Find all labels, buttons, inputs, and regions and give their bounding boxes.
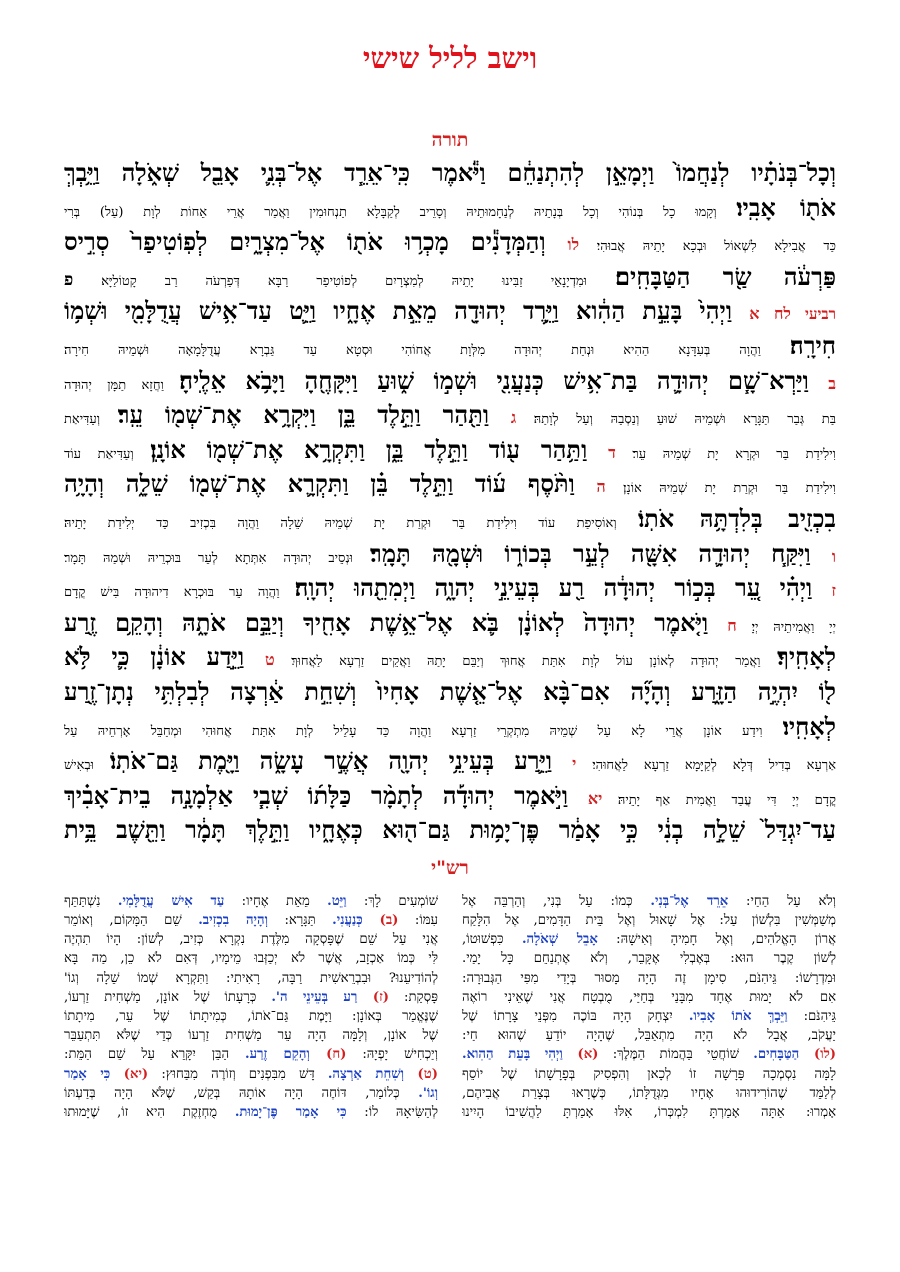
targum-text: וִילִידַת בַּר וּקְרָא יָת שְׁמֵיהּ עֵר׃ — [615, 446, 836, 462]
dibur-hamatchil: עַד אִישׁ עֲדֻלָּמִי. — [117, 893, 225, 909]
dibur-hamatchil: כִּי אָמַר פֶּן־יָמוּת. — [234, 1104, 347, 1120]
verse-text: וַיֹּ֤אמֶר יְהוּדָה֙ לְאוֹנָ֔ן בֹּ֛א אֶל־אֵ֥שֶׁת אָחִ֖יךָ וְיַבֵּ֣ם אֹתָ֑הּ וְהָקֵ֥ם זֶ֖רַע — [64, 607, 728, 637]
targum-text: בַּת גְּבַר תַּגָּרָא וּשְׁמֵיהּ שׁוּעַ וְנַסְבַהּ וְעַל לְוָתַהּ׃ — [516, 412, 836, 428]
dibur-hamatchil: וַיֵּבְךְּ אֹתוֹ אָבִיו. — [688, 1009, 788, 1024]
verse-number: יא — [587, 788, 603, 808]
targum-text: יְיָ וַאֲמִיתֵיהּ יְיָ׃ — [736, 619, 836, 635]
rashi-line — [64, 988, 438, 1007]
verse-text: פַּרְעֹ֔ה שַׂ֖ר הַטַּבָּחִֽים׃ — [615, 261, 836, 291]
verse-text: וַתַּ֥הַר ע֖וֹד וַתֵּ֣לֶד בֵּ֑ן וַתִּקְרָ֥א אֶת־שְׁמ֖וֹ אוֹנָֽן׃ — [150, 434, 609, 464]
commentary-text: דָּשׁ מִבִּפְנִים וְזוֹרֶה מִבַּחוּץ: — [148, 1066, 328, 1082]
rashi-line — [462, 1026, 836, 1045]
verse-reference: (ט) — [403, 1066, 438, 1082]
verse-text: עַד־יִגְדַּל֙ שֵׁלָ֣ה בְנִ֔י כִּ֣י אָמַ֔ר פֶּן־יָמ֥וּת גַּם־ה֖וּא כְּאֶחָ֑יו וַתֵּ֣לֶךְ תָּמָ֔ר וַתֵּ֖שֶׁב בֵּ֥ית — [64, 815, 836, 845]
rashi-left-column — [64, 892, 438, 1122]
rashi-line — [462, 1084, 836, 1103]
rashi-line — [462, 988, 836, 1007]
commentary-text: נִשְׁתַּתֵּף — [64, 893, 118, 909]
commentary-text: עִמּוֹ: — [398, 913, 438, 929]
targum-text: וּמִדְיָנָאֵי זַבִּינוּ יָתֵיהּ לְמִצְרָיִם לְפוֹטִיפַר רַבָּא דְּפַרְעֹה רַב קָטוֹלַיָּא׃ — [73, 273, 616, 289]
commentary-text: שֶׁנֶּאֱמַר בְּאוֹנָן: וַיָּמֶת גַּם־אֹתוֹ, כְּמִיתָתוֹ שֶׁל עֵר, מִיתָתוֹ — [64, 1009, 438, 1024]
targum-text: וַהֲוָה בְּעִדָּנָא הַהִיא וּנְחַת יְהוּדָה מִלְּוָת אֲחוֹהִי וּסְטָא עַד גַּבְרָא עֲדֻלָּמָאָה וּשְׁמֵיהּ חִירָה׃ — [64, 342, 790, 358]
targum-text: וַאֲמַר יְהוּדָה לְאוֹנָן עוֹל לְוָת אִתַּת אֲחוּךְ וְיַבֵּם יָתַהּ וַאֲקֵים זַרְעָא לַאֲחוּךְ׃ — [274, 654, 778, 670]
dibur-hamatchil: רַע בְּעֵינֵי ה'. — [271, 989, 358, 1005]
torah-line — [64, 537, 836, 572]
targum-text: וְעַדִּיאַת — [64, 412, 118, 428]
rashi-line — [462, 969, 836, 988]
targum-text: קֳדָם יְיָ דִּי עֲבַד וַאֲמִית אַף יָתֵיהּ׃ — [602, 792, 836, 808]
commentary-text: לְלַמֵּד שֶׁהוֹרִידוּהוּ אֶחָיו מִגְּדֻלָּתוֹ, כְּשֶׁרָאוּ בְּצָרַת אֲבִיהֶם, — [462, 1085, 836, 1101]
commentary-text: שׁוֹמְעִים לָךְ: — [346, 893, 438, 909]
commentary-text: אֲרוֹן הָאֱלֹהִים, וְאֶל חָמִיהָ וְאִישָׁהּ: — [597, 932, 836, 948]
verse-reference: (יא) — [110, 1066, 149, 1082]
dibur-hamatchil: כִּי אָמַר — [64, 1066, 111, 1082]
commentary-text: אֲנִי עַל שֵׁם שֶׁפָּסְקָה מִלֶּדֶת נִקְרָא כְּזִיב, לְשׁוֹן: הָיוֹ תִהְיֶה — [64, 932, 438, 948]
rashi-line — [64, 1007, 438, 1026]
commentary-text: יַעֲקֹב, אֲבָל לֹא הָיָה מִתְאַבֵּל, שֶׁהָיָה יוֹדֵעַ שֶׁהוּא חַי: — [462, 1028, 836, 1044]
targum-text: וִילִידַת בַּר וּקְרַת יָת שְׁמֵיהּ אוֹנָן׃ — [605, 481, 836, 497]
rashi-line — [64, 892, 438, 911]
verse-number: ז — [831, 581, 836, 601]
verse-text: וַתֹּ֨סֶף ע֜וֹד וַתֵּ֣לֶד בֵּ֗ן וַתִּקְרָ֛א אֶת־שְׁמ֖וֹ שֵׁלָ֑ה וְהָיָ֥ה — [64, 469, 597, 499]
rashi-line — [64, 1065, 438, 1084]
commentary-text: לָמָּה נִסְמְכָה פָּרָשָׁה זוֹ לְכָאן וְהִפְסִיק בְּפָרָשָׁתוֹ שֶׁל יוֹסֵף — [462, 1066, 836, 1082]
targum-text: וִידַע אוֹנָן אֲרֵי לָא עַל שְׁמֵיהּ מִתְקְרֵי זַרְעָא וַהֲוָה כַּד עָלֵיל לְוָת אִתַּת אֲחוּהִי וּמְחַבֵּל אָרְחֵיהּ עַל — [64, 723, 783, 739]
torah-line — [64, 640, 836, 675]
targum-text: כַּד אֲבִילָא לִשְׁאוֹל וּבְכָא יָתֵיהּ אֲבוּהִי׃ — [579, 239, 836, 255]
verse-number: לו — [567, 235, 580, 255]
targum-text: וַחֲזָא תַמָּן יְהוּדָה — [64, 377, 180, 393]
targum-text: וּנְסֵיב יְהוּדָה אִתְּתָא לְעֵר בּוּכְרֵיהּ וּשְׁמַהּ תָּמָר׃ — [64, 550, 371, 566]
verse-number: ו — [831, 546, 836, 566]
rashi-line — [64, 1103, 438, 1122]
torah-line — [64, 467, 836, 502]
verse-number: ח — [727, 615, 737, 635]
commentary-text: לְהוֹדִיעֵנוּ? וּבִבְרֵאשִׁית רַבָּה, רָאִיתִי: וַתִּקְרָא שְׁמוֹ שֵׁלָה וְגוֹ' — [64, 970, 438, 986]
commentary-text: וְלֹא עַל הַחַי: — [728, 893, 836, 909]
rashi-section-title: רש"י — [431, 856, 469, 879]
commentary-text: לְשׁוֹן קֶבֶר הוּא: בְּאֶבְלִי אֶקָּבֵר, וְלֹא אֶתְנַחֵם כָּל יָמַי. — [462, 951, 836, 967]
verse-text: וַתַּ֖הַר וַתֵּ֣לֶד בֵּ֑ן וַיִּקְרָ֥א אֶת־שְׁמ֖וֹ עֵֽר׃ — [117, 400, 511, 430]
torah-line — [64, 571, 836, 606]
commentary-text: וְיַכְחִישׁ יָפְיָהּ: — [346, 1047, 438, 1063]
commentary-text: אִם לֹא יָמוּת אֶחָד מִבָּנַי בְּחַיַּי, מֻבְטָח אֲנִי שֶׁאֵינִי רוֹאֶה — [462, 989, 836, 1005]
rashi-line — [462, 1045, 836, 1064]
dibur-hamatchil: וְשִׁחֵת אַרְצָה. — [327, 1066, 404, 1082]
verse-text: חִירָֽה׃ — [789, 330, 836, 360]
commentary-text: הַבֵּן יִקָּרֵא עַל שֵׁם הַמֵּת: — [64, 1047, 245, 1063]
commentary-text: וּמִדְרָשׁוֹ: גֵּיהִנֹּם, סִימָן זֶה הָיָה מָסוּר בְּיָדִי מִפִּי הַגְּבוּרָה: — [462, 970, 836, 986]
rashi-line — [462, 1007, 836, 1026]
verse-reference: (ז) — [357, 989, 389, 1005]
torah-line — [64, 813, 836, 848]
verse-text: וַיְהִ֗י עֵ֚ר בְּכ֣וֹר יְהוּדָ֔ה רַ֖ע בְּעֵינֵ֣י יְהוָ֑ה וַיְמִתֵ֖הוּ יְהוָֽה׃ — [294, 573, 832, 603]
rashi-line — [462, 1103, 836, 1122]
torah-line — [64, 329, 836, 364]
rashi-line — [462, 1065, 836, 1084]
verse-reference: (ב) — [362, 913, 399, 929]
commentary-text: כִּפְשׁוּטוֹ, — [462, 932, 522, 948]
dibur-hamatchil: וַיְהִי בָּעֵת הַהִוא. — [462, 1047, 563, 1063]
parasha-marker: פ — [64, 269, 74, 290]
commentary-text: גֵּיהִנֹּם: — [787, 1009, 836, 1024]
dibur-hamatchil: וְהָיָה בִכְזִיב. — [198, 913, 268, 929]
verse-text: לְאָחִֽיךָ׃ — [777, 642, 836, 672]
dibur-hamatchil: אֵרֵד אֶל־בְּנִי. — [650, 893, 729, 909]
verse-text: ל֖וֹ יִהְיֶ֣ה הַזָּ֑רַע וְהָיָ֞ה אִם־בָּ֨א אֶל־אֵ֤שֶׁת אָחִיו֙ וְשִׁחֵ֣ת אַ֔רְצָה לְבִלְתִּ֥י נְתָן־זֶ֖רַע — [64, 676, 836, 706]
aliyah-marker: רביעי — [790, 305, 836, 324]
targum-text: וְעַדִּיאַת עוֹד — [64, 446, 151, 462]
commentary-text: לִּי כְּמוֹ אַכְזָב, אֲשֶׁר לֹא יְכַזְּבוּ מֵימָיו, דְּאִם לֹא כֵן, מַה בָּא — [64, 951, 438, 967]
rashi-commentary — [64, 892, 836, 1122]
rashi-right-column — [462, 892, 836, 1122]
verse-text: וַיֵּ֣דַע אוֹנָ֔ן כִּ֛י לֹּ֥א — [64, 642, 265, 672]
dibur-hamatchil: אָבֵל שְׁאֹלָה. — [521, 932, 598, 948]
targum-text: וְקָמוּ כָל בְּנוֹהִי וְכָל בְּנָתֵיהּ לְנַחָמוּתֵיהּ וְסָרֵיב לְקַבָּלָא תַנְחוּמִין וַאֲמַר אֲרֵי אֵחוֹת לְוָת (עַל) בְּרִי — [64, 204, 737, 220]
commentary-text: מֵאֵת אֶחָיו: — [224, 893, 328, 909]
commentary-text: כְּלוֹמַר, דּוֹחֶה הָיָה אוֹתָהּ בְּקַשׁ, שֶׁלֹּא הָיָה בְּדַעְתּוֹ — [64, 1085, 419, 1101]
commentary-text: פָּסְקַת: — [389, 989, 438, 1005]
torah-line — [64, 433, 836, 468]
commentary-text: תַּגָּרָא: — [267, 913, 333, 929]
verse-text: וַיֵּ֛רַע בְּעֵינֵ֥י יְהוָ֖ה אֲשֶׁ֣ר עָשָׂ֑ה וַיָּ֖מֶת גַּם־אֹתֽוֹ׃ — [109, 746, 573, 776]
rashi-line — [64, 1026, 438, 1045]
torah-line — [64, 606, 836, 641]
commentary-text: יִצְחָק הָיָה בּוֹכֶה מִפְּנֵי צָרָתוֹ שֶׁל — [462, 1009, 689, 1024]
targum-text: וּבְאִישׁ — [64, 758, 110, 774]
dibur-hamatchil: כְּנַעֲנִי. — [332, 913, 363, 929]
page-title: וישב לליל שישי — [362, 41, 538, 75]
rashi-line — [462, 949, 836, 968]
commentary-text: כְּמוֹ: עַל בְּנִי, וְהַרְבֵּה אֶל — [462, 893, 651, 909]
rashi-line — [64, 949, 438, 968]
verse-text: אֹת֖וֹ אָבִֽיו׃ — [736, 192, 836, 222]
verse-number: לח א — [749, 304, 791, 324]
verse-number: ד — [608, 442, 616, 462]
rashi-line — [462, 892, 836, 911]
targum-text: וַהֲוָה עֵר בּוּכְרָא דִיהוּדָה בִּישׁ קֳדָם — [64, 585, 295, 601]
dibur-hamatchil: וַיֵּט. — [327, 893, 347, 909]
rashi-line — [462, 911, 836, 930]
verse-text: וַיַּרְא־שָׁ֧ם יְהוּדָ֛ה בַּת־אִ֥ישׁ כְּנַעֲנִ֖י וּשְׁמ֣וֹ שׁ֑וּעַ וַיִּקָּחֶ֖הָ וַיָּבֹ֥א אֵלֶֽיהָ׃ — [179, 365, 829, 395]
torah-text — [64, 156, 836, 848]
verse-reference: (לו) — [799, 1047, 836, 1063]
commentary-text: שׁוֹחֲטֵי בַּהֲמוֹת הַמֶּלֶךְ: — [598, 1047, 754, 1063]
verse-reference: (ח) — [309, 1047, 347, 1063]
targum-text: אַרְעָא בְּדִיל דְּלָא לְקַיָּמָא זַרְעָא לַאֲחוּהִי׃ — [576, 758, 836, 774]
verse-text: וַיִּקַּ֧ח יְהוּדָ֛ה אִשָּׁ֖ה לְעֵ֣ר בְּכוֹר֑וֹ וּשְׁמָ֖הּ תָּמָֽר׃ — [370, 538, 832, 568]
targum-text: וְאוֹסִיפַת עוֹד וִילִידַת בַּר וּקְרַת יָת שְׁמֵיהּ שֵׁלָה וַהֲוָה בִּכְזִיב כַּד יְלִידַת יָתֵיהּ׃ — [64, 515, 638, 531]
verse-number: י — [572, 754, 577, 774]
verse-text: וַיְהִי֙ בָּעֵ֣ת הַהִ֔וא וַיֵּ֥רֶד יְהוּדָ֖ה מֵאֵ֣ת אֶחָ֑יו וַיֵּ֛ט עַד־אִ֥ישׁ עֲדֻלָּמִ֖י וּשְׁמ֥וֹ — [64, 296, 750, 326]
torah-line — [64, 710, 836, 745]
torah-section-title: תורה — [431, 129, 469, 151]
verse-text: לְאָחִֽיו׃ — [782, 711, 836, 741]
verse-number: ה — [596, 477, 606, 497]
commentary-text: לְהַשִּׂיאָהּ לוֹ: — [346, 1104, 438, 1120]
torah-line — [64, 191, 836, 226]
commentary-text: שֵׁם הַמָּקוֹם, וְאוֹמֵר — [64, 913, 199, 929]
verse-text: בִכְזִ֖יב בְּלִדְתָּ֥הּ אֹתֽוֹ׃ — [637, 503, 836, 533]
rashi-line — [462, 930, 836, 949]
commentary-text: מֻחְזֶקֶת הִיא זוֹ, שֶׁיָּמוּתוּ — [64, 1104, 235, 1120]
verse-number: ט — [264, 650, 275, 670]
commentary-text: כְּרָעָתוֹ שֶׁל אוֹנָן, מַשְׁחִית זַרְעוֹ, — [64, 989, 272, 1005]
rashi-line — [64, 1045, 438, 1064]
torah-line — [64, 156, 836, 191]
torah-line — [64, 225, 836, 260]
dibur-hamatchil: הַטַּבָּחִים. — [753, 1047, 800, 1063]
torah-line — [64, 502, 836, 537]
dibur-hamatchil: וְגוֹ'. — [418, 1085, 438, 1101]
rashi-line — [64, 930, 438, 949]
verse-text: וַיֹּ֣אמֶר יְהוּדָ֡ה לְתָמָ֨ר כַּלָּת֜וֹ שְׁבִ֧י אַלְמָנָ֣ה בֵית־אָבִ֗יךְ — [64, 780, 588, 810]
torah-line — [64, 675, 836, 710]
page — [64, 28, 836, 1258]
rashi-line — [64, 969, 438, 988]
torah-line — [64, 779, 836, 814]
verse-number: ב — [828, 373, 836, 393]
torah-line — [64, 398, 836, 433]
verse-text: וְכָל־בְּנֹתָ֗יו לְנַחֲמוֹ֙ וַיְמָאֵ֣ן לְהִתְנַחֵ֔ם וַיֹּ֕אמֶר כִּֽי־אֵרֵ֧ד אֶל־בְּנִ֛י אָבֵ֖ל שְׁאֹ֑לָה וַיֵּ֥בְךְּ — [64, 158, 836, 187]
rashi-line — [64, 1084, 438, 1103]
commentary-text: שֶׁל אוֹנָן, וְלָמָּה הָיָה עֵר מַשְׁחִית זַרְעוֹ כְּדֵי שֶׁלֹּא תִּתְעַבֵּר — [64, 1028, 438, 1044]
verse-text: וְהַמְּדָנִ֕ים מָכְר֥וּ אֹת֖וֹ אֶל־מִצְרָ֑יִם לְפֽוֹטִיפַר֙ סְרִ֣יס — [64, 227, 568, 257]
commentary-text: אָמְרוּ: אַתָּה אָמַרְתָּ לִמְכְּרוֹ, אִלּוּ אָמַרְתָּ לַהֲשִׁיבוֹ הָיִינוּ — [462, 1104, 836, 1120]
commentary-text: מְשַׁמְּשִׁין בִּלְשׁוֹן עַל: אֶל שָׁאוּל וְאֶל בֵּית הַדָּמִים, אֶל הִלָּקַח — [462, 913, 836, 929]
torah-line — [64, 260, 836, 295]
torah-line — [64, 744, 836, 779]
rashi-line — [64, 911, 438, 930]
verse-reference: (א) — [562, 1047, 599, 1063]
torah-line — [64, 364, 836, 399]
verse-number: ג — [510, 408, 517, 428]
torah-line — [64, 294, 836, 329]
dibur-hamatchil: וְהָקֵם זֶרַע. — [244, 1047, 310, 1063]
